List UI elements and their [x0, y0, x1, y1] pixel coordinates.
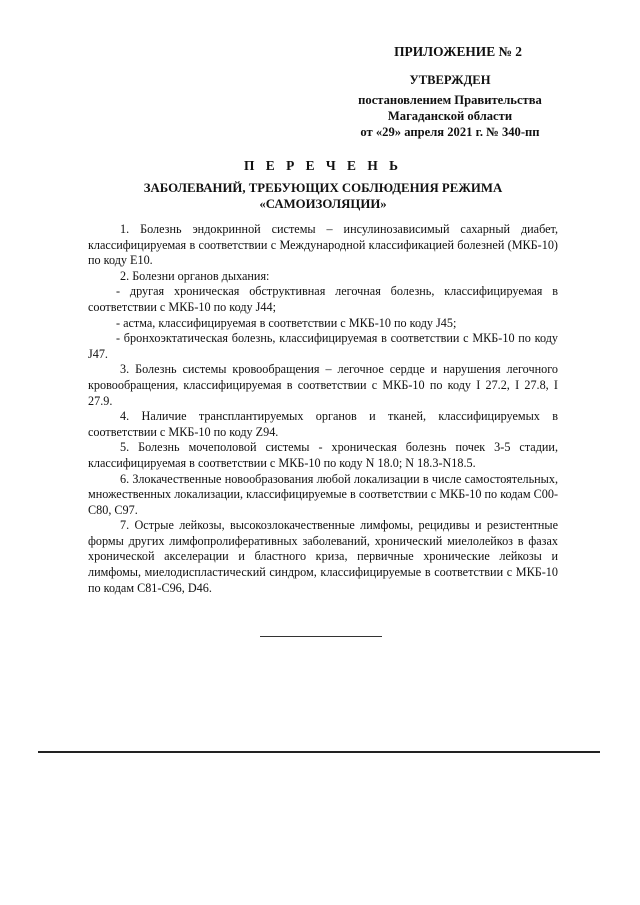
list-subitem: - бронхоэктатическая болезнь, классифицируемая в соответствии с МКБ-10 по коду J47. [88, 331, 558, 361]
document-subtitle [88, 180, 558, 212]
list-subitem: - астма, классифицируемая в соответствии с МКБ-10 по коду J45; [116, 315, 457, 330]
list-item: 6. Злокачественные новообразования любой локализации в числе самостоятельных, множественных локализации, классифицируемые в соответствии с МКБ-10 по кодам С00-С80, С97. [88, 471, 558, 517]
decree-line-3: от «29» апреля 2021 г. № 340-пп [360, 125, 540, 139]
list-item: 3. Болезнь системы кровообращения – легочное сердце и нарушения легочного кровообращения, классифицируемая в соответствии с МКБ-10 по коду I 27.2, I 27.8, I 27.9. [88, 362, 558, 408]
list-item: 4. Наличие трансплантируемых органов и тканей, классифицируемых в соответствии с МКБ-10 по коду Z94. [88, 409, 558, 439]
list-item: 7. Острые лейкозы, высокозлокачественные лимфомы, рецидивы и резистентные формы других лимфопролиферативных заболеваний, хронический миелолейкоз в фазах хронической акселерации и бластного криза, первичные хронические лейкозы и лимфомы, миелодиспластический синдром, классифицируемые в соответствии с МКБ-10 по кодам С81-С96, D46. [88, 518, 558, 595]
end-divider [260, 636, 382, 637]
document-title: П Е Р Е Ч Е Н Ь [244, 158, 402, 173]
decree-line-1: постановлением Правительства [358, 93, 542, 107]
list-item: 2. Болезни органов дыхания: [120, 268, 270, 283]
page-divider [38, 751, 600, 753]
annex-label: ПРИЛОЖЕНИЕ № 2 [394, 44, 522, 59]
list-item: 5. Болезнь мочеполовой системы - хроническая болезнь почек 3-5 стадии, классифицируемая в соответствии с МКБ-10 по коду N 18.0; N 18.3-N18.5. [88, 440, 558, 470]
list-item: 1. Болезнь эндокринной системы – инсулинозависимый сахарный диабет, классифицируемая в соответствии с Международной классификацией болезней (МКБ-10) по коду Е10. [88, 222, 558, 268]
subtitle-line-2: «САМОИЗОЛЯЦИИ» [259, 197, 387, 211]
list-subitem: - другая хроническая обструктивная легочная болезнь, классифицируемая в соответствии с МКБ-10 по коду J44; [88, 284, 558, 314]
decree-line-2: Магаданской области [387, 109, 513, 123]
subtitle-line-1: ЗАБОЛЕВАНИЙ, ТРЕБУЮЩИХ СОБЛЮДЕНИЯ РЕЖИМА [143, 181, 503, 195]
approved-label: УТВЕРЖДЕН [409, 73, 491, 87]
disease-list [88, 222, 558, 596]
decree-reference [300, 92, 600, 140]
